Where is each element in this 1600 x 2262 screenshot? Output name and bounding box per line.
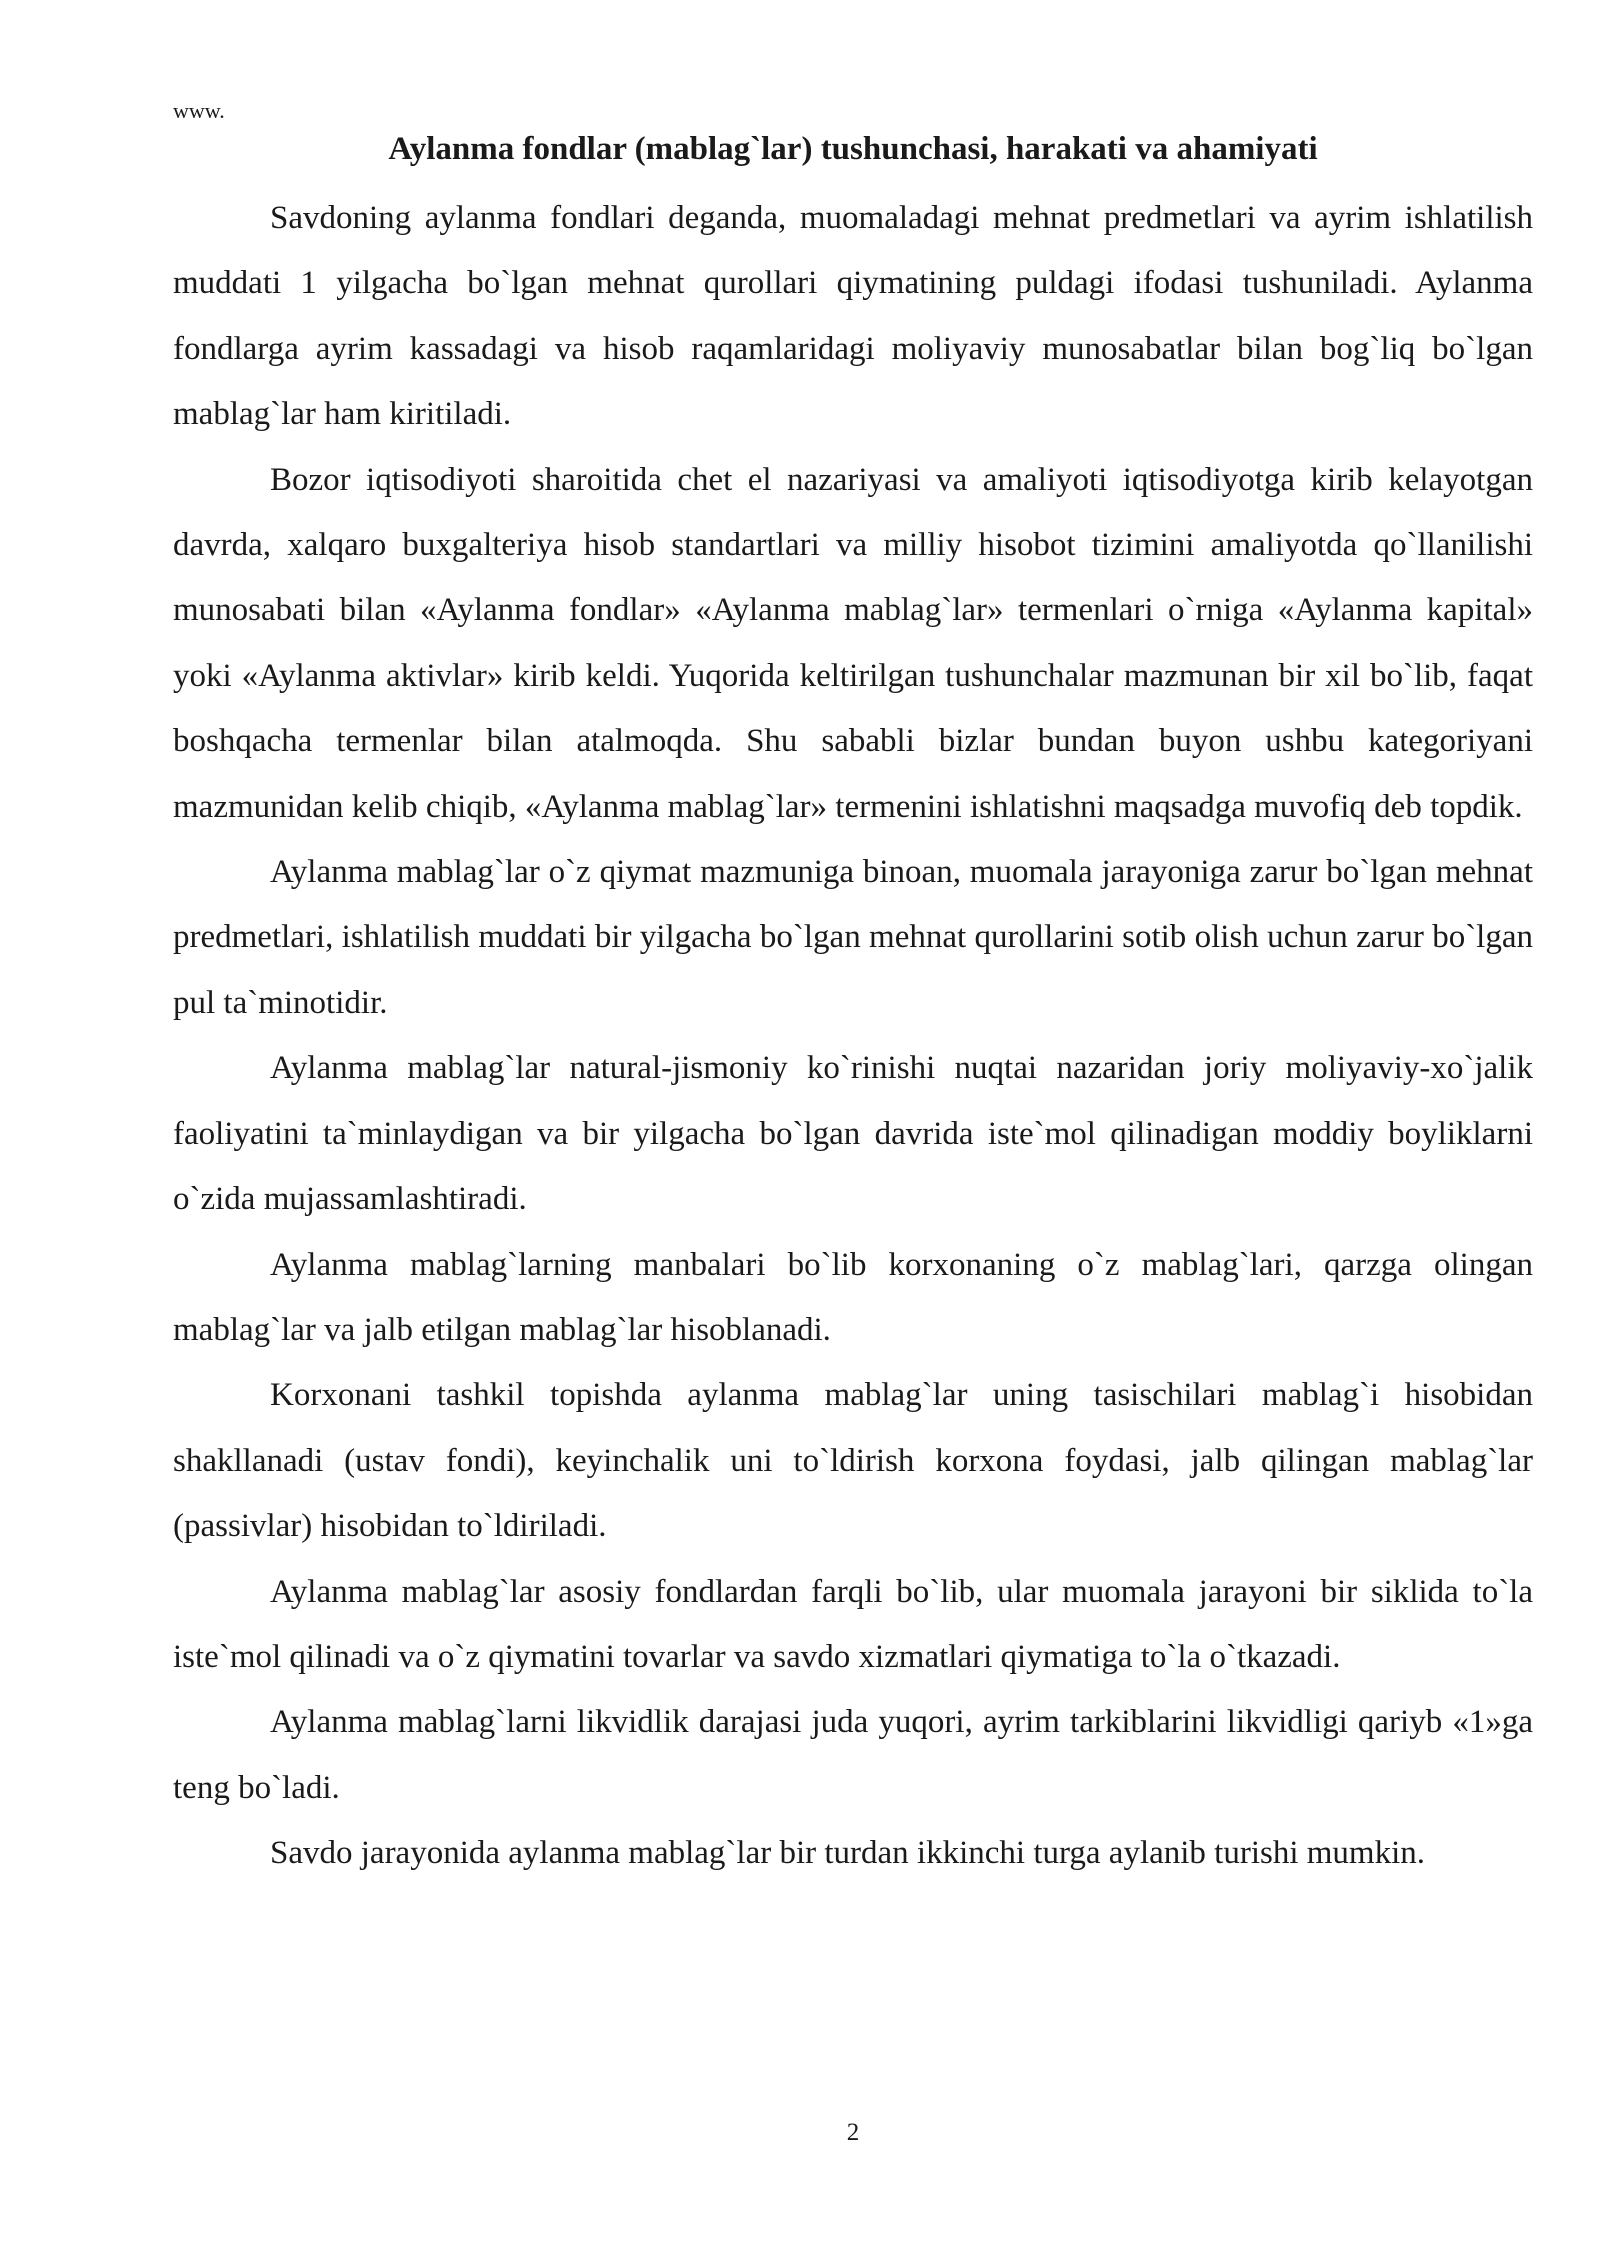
paragraph: Aylanma mablag`lar natural-jismoniy ko`rinishi nuqtai nazaridan joriy moliyaviy-xo`jalik faoliyatini ta`minlaydigan va bir yilgacha bo`lgan davrida iste`mol qilinadigan moddiy boyliklarni o`zida mujassamlashtiradi. bbox=[173, 1050, 1533, 1218]
paragraph: Savdo jarayonida aylanma mablag`lar bir turdan ikkinchi turga aylanib turishi mumkin. bbox=[270, 1835, 1426, 1872]
paragraph: Aylanma mablag`lar o`z qiymat mazmuniga binoan, muomala jarayoniga zarur bo`lgan mehnat predmetlari, ishlatilish muddati bir yilgacha bo`lgan mehnat qurollarini sotib olish uchun zarur bo`lgan pul ta`minotidir. bbox=[173, 854, 1533, 1021]
page-number: 2 bbox=[846, 2119, 860, 2146]
document-body bbox=[173, 186, 1533, 1887]
paragraph: Aylanma mablag`lar asosiy fondlardan farqli bo`lib, ular muomala jarayoni bir siklida to`la iste`mol qilinadi va o`z qiymatini tovarlar va savdo xizmatlari qiymatiga to`la o`tkazadi. bbox=[173, 1573, 1533, 1675]
paragraph: Korxonani tashkil topishda aylanma mablag`lar uning tasischilari mablag`i hisobidan shakllanadi (ustav fondi), keyinchalik uni to`ldirish korxona foydasi, jalb qilingan mablag`lar (passivlar) hisobidan to`ldiriladi. bbox=[173, 1377, 1533, 1545]
paragraph: Savdoning aylanma fondlari deganda, muomaladagi mehnat predmetlari va ayrim ishlatilish muddati 1 yilgacha bo`lgan mehnat qurollari qiymatining puldagi ifodasi tushuniladi. Aylanma fondlarga ayrim kassadagi va hisob raqamlaridagi moliyaviy munosabatlar bilan bog`liq bo`lgan mablag`lar ham kiritiladi. bbox=[173, 200, 1533, 433]
document-title: Aylanma fondlar (mablag`lar) tushunchasi, harakati va ahamiyati bbox=[388, 131, 1318, 167]
header-text: www. bbox=[173, 98, 225, 123]
paragraph: Aylanma mablag`larni likvidlik darajasi juda yuqori, ayrim tarkiblarini likvidligi qariyb «1»ga teng bo`ladi. bbox=[173, 1704, 1533, 1806]
paragraph: Aylanma mablag`larning manbalari bo`lib korxonaning o`z mablag`lari, qarzga olingan mablag`lar va jalb etilgan mablag`lar hisoblanadi. bbox=[173, 1246, 1533, 1348]
paragraph: Bozor iqtisodiyoti sharoitida chet el nazariyasi va amaliyoti iqtisodiyotga kirib kelayotgan davrda, xalqaro buxgalteriya hisob standartlari va milliy hisobot tizimini amaliyotda qo`llanilishi munosabati bilan «Aylanma fondlar» «Aylanma mablag`lar» termenlari o`rniga «Aylanma kapital» yoki «Aylanma aktivlar» kirib keldi. Yuqorida keltirilgan tushunchalar mazmunan bir xil bo`lib, faqat boshqacha termenlar bilan atalmoqda. Shu sababli bizlar bundan buyon ushbu kategoriyani mazmunidan kelib chiqib, «Aylanma mablag`lar» termenini ishlatishni maqsadga muvofiq deb topdik. bbox=[173, 461, 1533, 825]
